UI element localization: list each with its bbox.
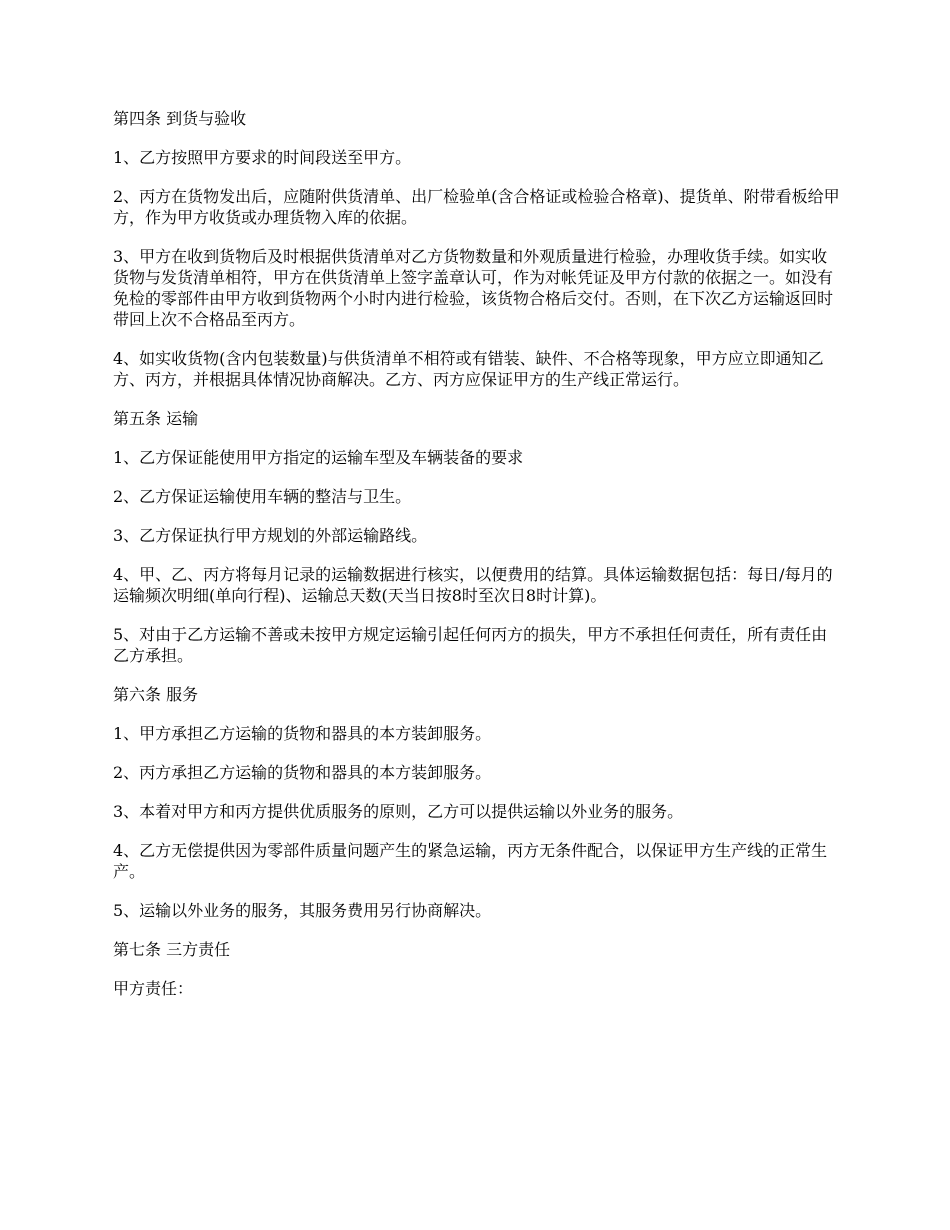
paragraph-5-3: 3、乙方保证执行甲方规划的外部运输路线。 [113,526,428,545]
paragraph-6-5: 5、运输以外业务的服务，其服务费用另行协商解决。 [113,901,492,920]
paragraph-5-1: 1、乙方保证能使用甲方指定的运输车型及车辆装备的要求 [113,448,524,467]
section-heading-article-5: 第五条 运输 [113,409,199,428]
paragraph-7-party-a-label: 甲方责任： [113,979,194,998]
paragraph-5-4: 4、甲、乙、丙方将每月记录的运输数据进行核实，以便费用的结算。具体运输数据包括：每日/每月的运输频次明细(单向行程)、运输总天数(天当日按8时至次日8时计算)。 [113,565,833,605]
paragraph-4-4: 4、如实收货物(含内包装数量)与供货清单不相符或有错装、缺件、不合格等现象，甲方应立即通知乙方、丙方，并根据具体情况协商解决。乙方、丙方应保证甲方的生产线正常运行。 [113,349,824,389]
document-body [113,108,843,1017]
paragraph-6-1: 1、甲方承担乙方运输的货物和器具的本方装卸服务。 [113,724,492,743]
section-heading-article-7: 第七条 三方责任 [113,940,231,959]
paragraph-4-3: 3、甲方在收到货物后及时根据供货清单对乙方货物数量和外观质量进行检验，办理收货手续。如实收货物与发货清单相符，甲方在供货清单上签字盖章认可，作为对帐凭证及甲方付款的依据之一。如没有免检的零部件由甲方收到货物两个小时内进行检验，该货物合格后交付。否则，在下次乙方运输返回时带回上次不合格品至丙方。 [113,247,834,329]
paragraph-5-2: 2、乙方保证运输使用车辆的整洁与卫生。 [113,487,412,506]
paragraph-6-2: 2、丙方承担乙方运输的货物和器具的本方装卸服务。 [113,763,492,782]
paragraph-5-5: 5、对由于乙方运输不善或未按甲方规定运输引起任何丙方的损失，甲方不承担任何责任，所有责任由乙方承担。 [113,625,828,665]
section-heading-article-6: 第六条 服务 [113,685,199,704]
paragraph-6-3: 3、本着对甲方和丙方提供优质服务的原则，乙方可以提供运输以外业务的服务。 [113,802,684,821]
paragraph-6-4: 4、乙方无偿提供因为零部件质量问题产生的紧急运输，丙方无条件配合，以保证甲方生产线的正常生产。 [113,841,828,881]
section-heading-article-4: 第四条 到货与验收 [113,109,247,128]
paragraph-4-2: 2、丙方在货物发出后，应随附供货清单、出厂检验单(含合格证或检验合格章)、提货单、附带看板给甲方，作为甲方收货或办理货物入库的依据。 [113,187,840,227]
paragraph-4-1: 1、乙方按照甲方要求的时间段送至甲方。 [113,148,412,167]
